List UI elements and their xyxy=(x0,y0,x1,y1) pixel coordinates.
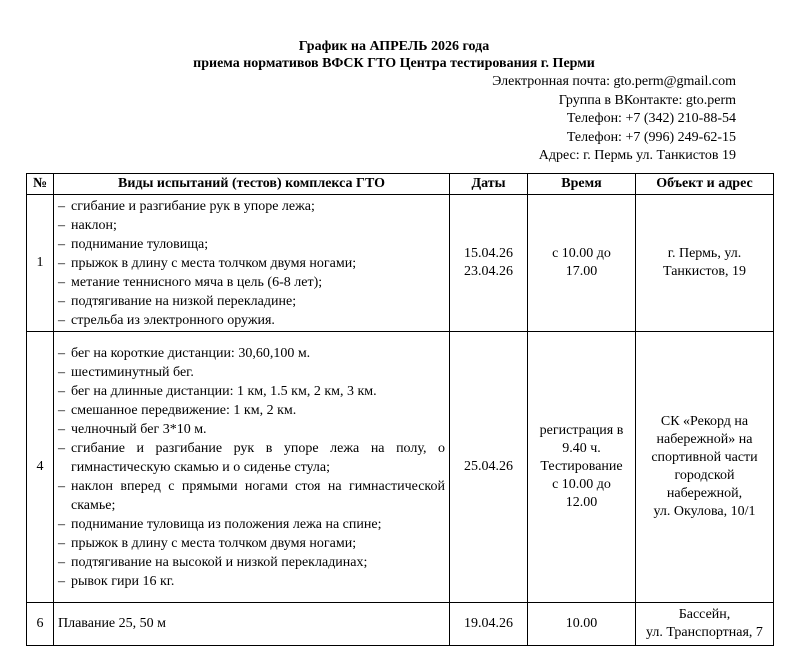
document-title: График на АПРЕЛЬ 2026 года xyxy=(298,39,490,54)
time-line: 10.00 xyxy=(565,616,598,631)
date-value: 19.04.26 xyxy=(464,616,513,631)
list-item: – подтягивание на высокой и низкой перекладинах; xyxy=(58,553,445,572)
time-cell xyxy=(528,332,636,603)
place-line: спортивной части xyxy=(651,450,758,465)
time-line: 17.00 xyxy=(565,264,598,279)
place-line: СК «Рекорд на xyxy=(660,414,749,429)
place-line: ул. Транспортная, 7 xyxy=(646,625,763,640)
list-item: – подтягивание на низкой перекладине; xyxy=(58,292,445,311)
list-item: – сгибание и разгибание рук в упоре лежа; xyxy=(58,197,445,216)
time-line: с 10.00 до xyxy=(552,246,611,261)
tests-list xyxy=(58,197,445,330)
list-item: – наклон; xyxy=(58,216,445,235)
tests-cell: Плавание 25, 50 м xyxy=(54,603,450,646)
time-line: с 10.00 до xyxy=(552,477,611,492)
time-line: 9.40 ч. xyxy=(562,441,601,456)
column-header-time: Время xyxy=(528,174,636,195)
tests-cell xyxy=(54,332,450,603)
list-item: – поднимание туловища из положения лежа на спине; xyxy=(58,515,445,534)
document-subtitle: приема нормативов ВФСК ГТО Центра тестирования г. Перми xyxy=(193,56,595,71)
list-item: – шестиминутный бег. xyxy=(58,363,445,382)
place-line: г. Пермь, ул. xyxy=(667,246,742,261)
dates-cell xyxy=(450,332,528,603)
list-item: – бег на длинные дистанции: 1 км, 1.5 км, 2 км, 3 км. xyxy=(58,382,445,401)
row-number: 6 xyxy=(27,603,54,646)
time-line: регистрация в xyxy=(539,423,624,438)
contact-address: Адрес: г. Пермь ул. Танкистов 19 xyxy=(538,148,736,163)
contact-block xyxy=(492,73,736,166)
time-line: Тестирование xyxy=(540,459,623,474)
place-line: городской xyxy=(674,468,735,483)
place-cell xyxy=(636,603,774,646)
table-row xyxy=(27,195,774,332)
contact-vk-group: Группа в ВКонтакте: gto.perm xyxy=(558,92,736,108)
contact-phone-2: Телефон: +7 (996) 249-62-15 xyxy=(566,129,736,145)
list-item: – стрельба из электронного оружия. xyxy=(58,311,445,330)
list-item: – сгибание и разгибание рук в упоре лежа на полу, о гимнастическую скамью и о сиденье стула; xyxy=(58,439,445,477)
table-row xyxy=(27,332,774,603)
column-header-tests: Виды испытаний (тестов) комплекса ГТО xyxy=(54,174,450,195)
place-line: набережной, xyxy=(666,486,743,501)
list-item: – наклон вперед с прямыми ногами стоя на гимнастической скамье; xyxy=(58,477,445,515)
tests-list xyxy=(58,344,445,591)
contact-email: Электронная почта: gto.perm@gmail.com xyxy=(492,74,736,89)
list-item: – бег на короткие дистанции: 30,60,100 м. xyxy=(58,344,445,363)
time-cell xyxy=(528,603,636,646)
column-header-number: № xyxy=(27,174,54,195)
schedule-table xyxy=(26,173,774,646)
tests-cell xyxy=(54,195,450,332)
list-item: – метание теннисного мяча в цель (6-8 лет); xyxy=(58,273,445,292)
place-line: Танкистов, 19 xyxy=(663,264,746,279)
dates-cell xyxy=(450,195,528,332)
row-number: 1 xyxy=(27,195,54,332)
date-value: 15.04.26 xyxy=(464,246,513,261)
column-header-place: Объект и адрес xyxy=(636,174,774,195)
time-cell xyxy=(528,195,636,332)
date-value: 25.04.26 xyxy=(464,459,513,474)
column-header-dates: Даты xyxy=(450,174,528,195)
dates-cell xyxy=(450,603,528,646)
time-line: 12.00 xyxy=(565,495,598,510)
list-item: – прыжок в длину с места толчком двумя ногами; xyxy=(58,254,445,273)
place-line: Бассейн, xyxy=(678,607,731,622)
row-number: 4 xyxy=(27,332,54,603)
list-item: – прыжок в длину с места толчком двумя ногами; xyxy=(58,534,445,553)
list-item: – челночный бег 3*10 м. xyxy=(58,420,445,439)
contact-phone-1: Телефон: +7 (342) 210-88-54 xyxy=(566,111,736,126)
place-cell xyxy=(636,195,774,332)
table-header-row xyxy=(27,174,774,195)
list-item: – рывок гири 16 кг. xyxy=(58,572,445,591)
place-line: ул. Окулова, 10/1 xyxy=(653,504,756,519)
place-cell xyxy=(636,332,774,603)
list-item: – смешанное передвижение: 1 км, 2 км. xyxy=(58,401,445,420)
place-line: набережной» на xyxy=(656,432,753,447)
list-item: – поднимание туловища; xyxy=(58,235,445,254)
date-value: 23.04.26 xyxy=(464,264,513,279)
table-row xyxy=(27,603,774,646)
